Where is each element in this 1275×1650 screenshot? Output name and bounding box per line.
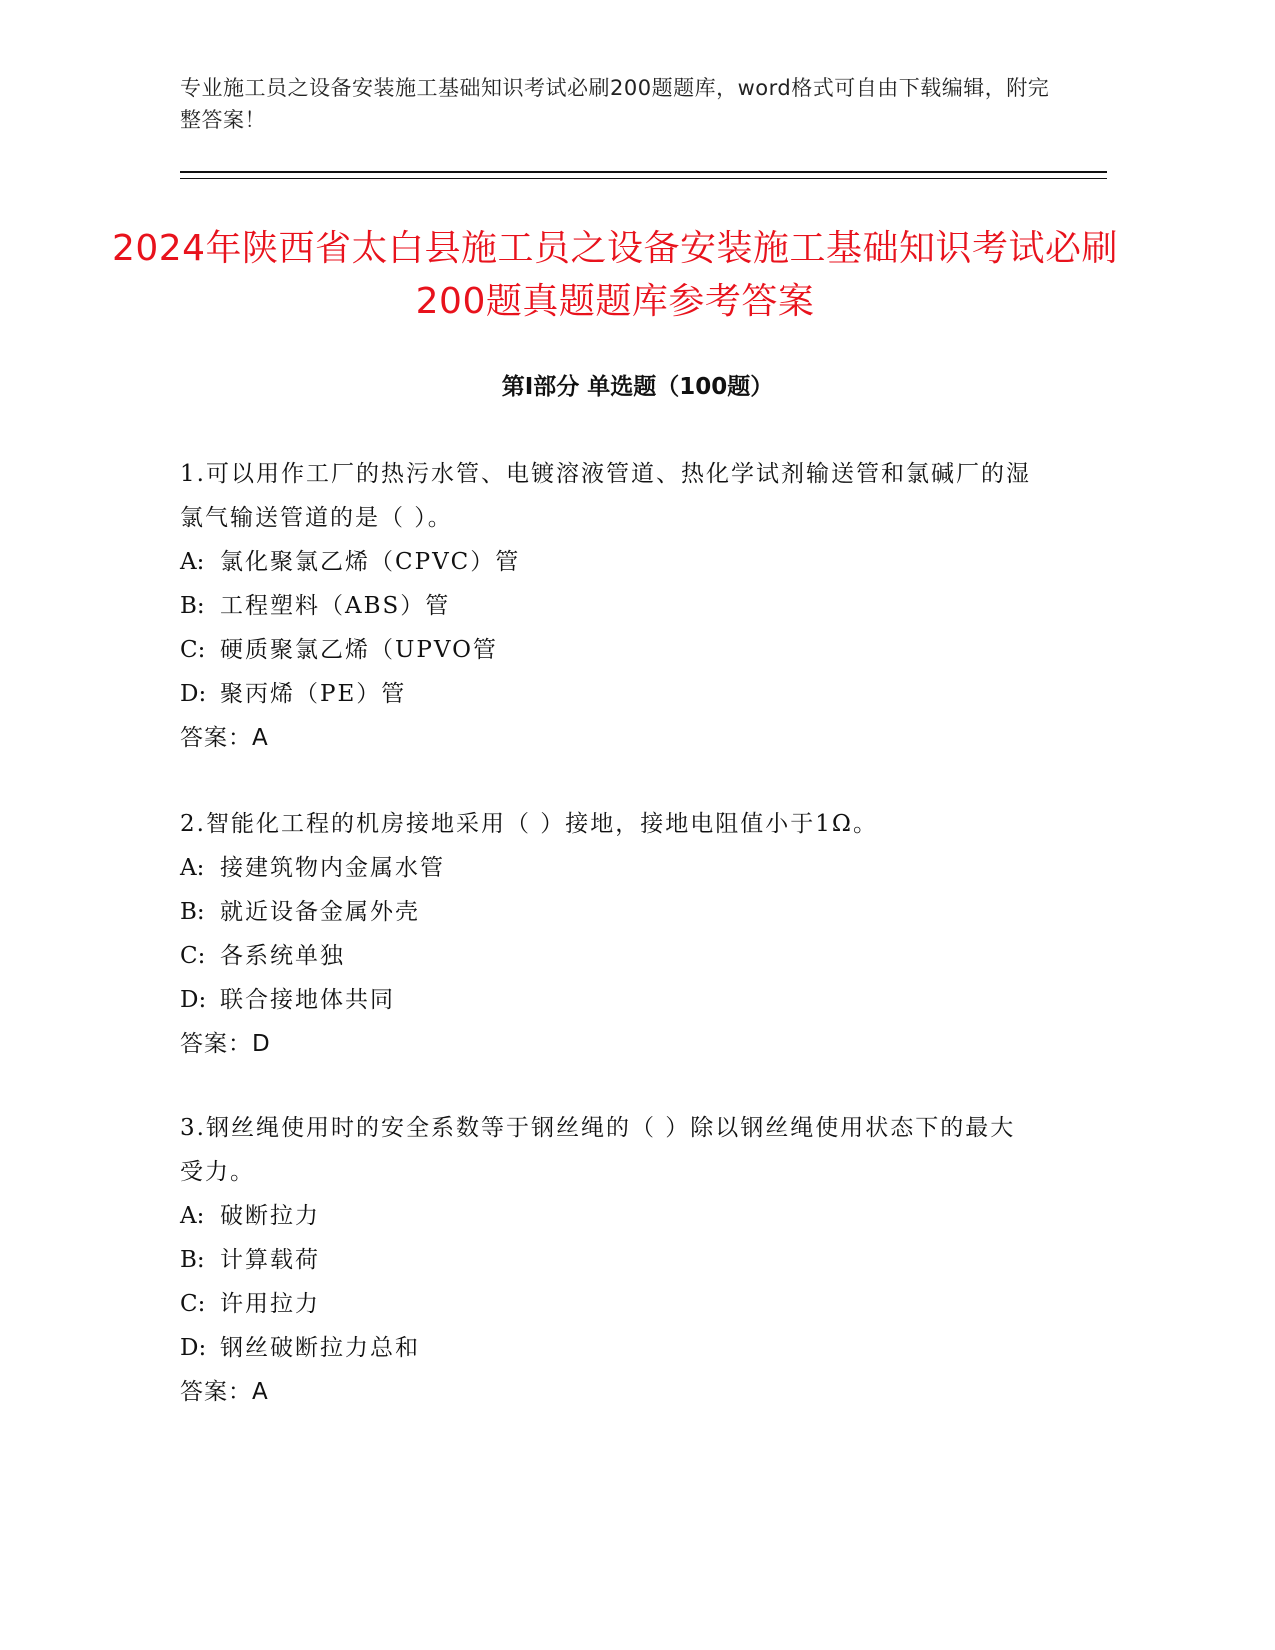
option-key: D: xyxy=(180,1335,207,1361)
question-1 xyxy=(180,452,1040,760)
question-stem: 1.可以用作工厂的热污水管、电镀溶液管道、热化学试剂输送管和氯碱厂的湿氯气输送管道的是（ ）。 xyxy=(180,461,1031,531)
option-key: D: xyxy=(180,987,207,1013)
header-note: 专业施工员之设备安装施工基础知识考试必刷200题题库，word格式可自由下载编辑，附完整答案！ xyxy=(180,76,1050,132)
option-d xyxy=(180,672,1040,716)
answer-line: 答案：D xyxy=(180,1031,271,1057)
option-b xyxy=(180,1238,1040,1282)
option-text: 聚丙烯（PE）管 xyxy=(220,681,407,707)
option-key: B: xyxy=(180,899,205,925)
option-key: C: xyxy=(180,1291,206,1317)
option-text: 钢丝破断拉力总和 xyxy=(220,1335,420,1361)
option-key: A: xyxy=(180,1203,205,1229)
header-divider-thin xyxy=(180,178,1107,179)
question-stem: 3.钢丝绳使用时的安全系数等于钢丝绳的（ ）除以钢丝绳使用状态下的最大受力。 xyxy=(180,1115,1016,1185)
option-c xyxy=(180,934,1040,978)
option-text: 氯化聚氯乙烯（CPVC）管 xyxy=(220,549,521,575)
option-key: B: xyxy=(180,1247,205,1273)
option-c xyxy=(180,628,1040,672)
option-key: C: xyxy=(180,943,206,969)
question-2 xyxy=(180,802,1040,1066)
question-3 xyxy=(180,1106,1040,1414)
header-divider-thick xyxy=(180,171,1107,173)
option-text: 许用拉力 xyxy=(220,1291,320,1317)
option-text: 各系统单独 xyxy=(220,943,345,969)
option-a xyxy=(180,1194,1040,1238)
option-text: 计算载荷 xyxy=(220,1247,320,1273)
option-d xyxy=(180,978,1040,1022)
answer-line: 答案：A xyxy=(180,1379,269,1405)
option-text: 破断拉力 xyxy=(220,1203,320,1229)
option-key: A: xyxy=(180,549,205,575)
option-text: 联合接地体共同 xyxy=(220,987,395,1013)
option-d xyxy=(180,1326,1040,1370)
option-b xyxy=(180,584,1040,628)
section-heading: 第Ⅰ部分 单选题（100题） xyxy=(501,374,774,400)
option-b xyxy=(180,890,1040,934)
option-a xyxy=(180,846,1040,890)
option-c xyxy=(180,1282,1040,1326)
answer-line: 答案：A xyxy=(180,725,269,751)
option-text: 硬质聚氯乙烯（UPVO管 xyxy=(220,637,498,663)
option-text: 工程塑料（ABS）管 xyxy=(220,593,451,619)
question-stem: 2.智能化工程的机房接地采用（ ）接地，接地电阻值小于1Ω。 xyxy=(180,811,878,837)
document-title: 2024年陕西省太白县施工员之设备安装施工基础知识考试必刷200题真题题库参考答案 xyxy=(111,228,1119,322)
option-text: 就近设备金属外壳 xyxy=(220,899,420,925)
option-text: 接建筑物内金属水管 xyxy=(220,855,445,881)
option-key: A: xyxy=(180,855,205,881)
option-a xyxy=(180,540,1040,584)
option-key: C: xyxy=(180,637,206,663)
option-key: B: xyxy=(180,593,205,619)
option-key: D: xyxy=(180,681,207,707)
